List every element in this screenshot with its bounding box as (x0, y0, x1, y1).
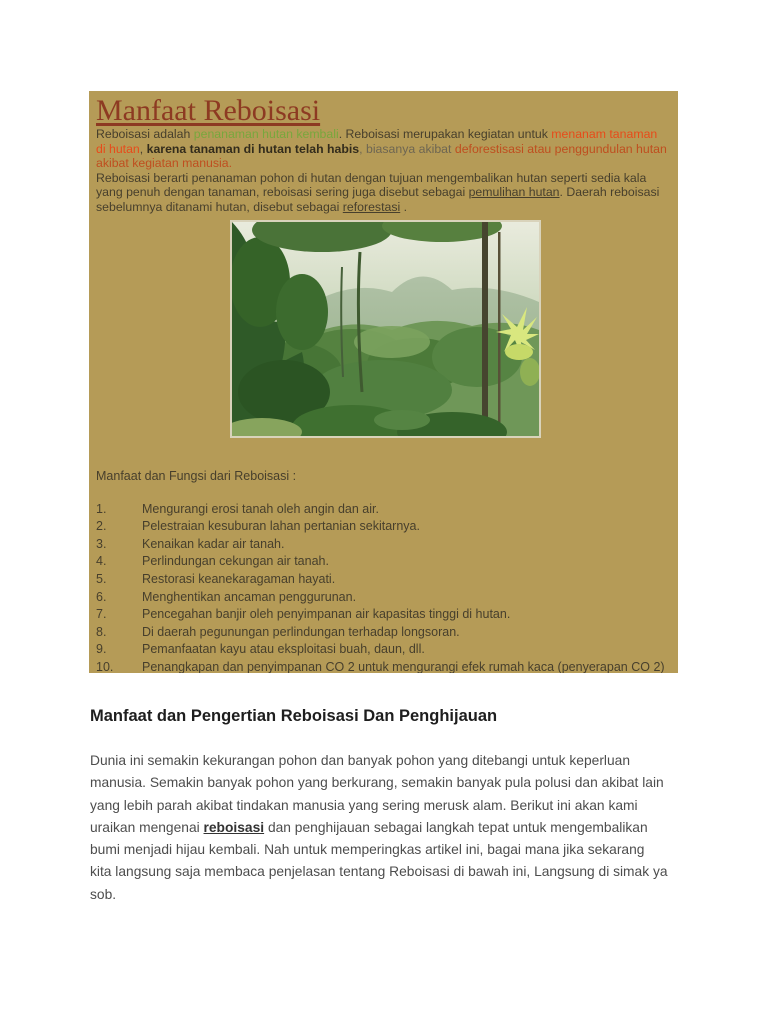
list-item (96, 536, 670, 554)
text-segment: karena tanaman di hutan telah habis (146, 141, 360, 156)
list-intro: Manfaat dan Fungsi dari Reboisasi : (96, 468, 297, 483)
benefit-list (96, 501, 670, 673)
list-item (96, 589, 670, 607)
list-item-number: 5. (96, 571, 107, 586)
list-item-text: Kenaikan kadar air tanah. (142, 536, 285, 551)
list-item-number: 6. (96, 589, 107, 604)
text-segment: menanam tanaman di hutan (96, 127, 658, 156)
list-item-text: Mengurangi erosi tanah oleh angin dan air. (142, 501, 379, 516)
text-segment: dan penghijauan sebagai langkah tepat untuk mengembalikan bumi menjadi hijau kembali. Nah untuk memperingkas artikel ini, bagai mana jika sekarang kita langsung saja membaca penjelasan tentang Reboisasi di bawah ini, Langsung di simak ya sob. (90, 819, 668, 902)
list-item-number: 1. (96, 501, 107, 516)
list-item (96, 501, 670, 519)
list-item (96, 606, 670, 624)
text-segment: reboisasi (203, 819, 265, 835)
list-item-number: 4. (96, 554, 107, 569)
text-segment: deforestisasi atau penggundulan hutan akibat kegiatan manusia. (96, 141, 667, 171)
text-segment: . Reboisasi merupakan kegiatan untuk (338, 127, 552, 141)
text-segment: , (139, 141, 147, 156)
text-segment: penanaman hutan kembali (193, 127, 339, 141)
list-item-number: 9. (96, 642, 107, 657)
text-segment: . (400, 199, 408, 214)
intro-paragraph-1 (96, 127, 670, 171)
list-item-text: Pelestraian kesuburan lahan pertanian sekitarnya. (142, 519, 420, 534)
text-segment: pemulihan hutan (468, 185, 560, 200)
list-item-number: 8. (96, 624, 107, 639)
article-box (89, 91, 678, 673)
forest-photo-graphic (232, 222, 539, 436)
text-segment: Dunia ini semakin kekurangan pohon dan banyak pohon yang ditebangi untuk keperluan manusia. Semakin banyak pohon yang berkurang, semakin banyak pula polusi dan akibat lain yang lebih parah akibat tindakan manusia yang sering merusk alam. Berikut ini akan kami uraikan mengenai (90, 753, 664, 835)
text-segment: , biasanya akibat (359, 141, 455, 156)
list-item-number: 10. (96, 659, 114, 673)
list-item (96, 518, 670, 536)
list-item (96, 571, 670, 589)
list-item-text: Penangkapan dan penyimpanan CO 2 untuk mengurangi efek rumah kaca (penyerapan CO 2) (142, 659, 665, 673)
text-segment: reforestasi (342, 199, 401, 214)
list-item (96, 641, 670, 659)
article-title: Manfaat Reboisasi (96, 94, 321, 127)
text-segment: Reboisasi adalah (96, 127, 194, 141)
list-item (96, 659, 670, 673)
list-item-text: Restorasi keanekaragaman hayati. (142, 571, 336, 586)
text-segment: Reboisasi berarti penanaman pohon di hutan dengan tujuan mengembalikan hutan seperti sedia kala yang penuh dengan tanaman, reboisasi sering juga disebut sebagai (96, 170, 647, 200)
section-paragraph (90, 750, 668, 906)
forest-photo (230, 220, 541, 438)
list-item-number: 3. (96, 536, 107, 551)
list-item-text: Pemanfaatan kayu atau eksploitasi buah, daun, dll. (142, 642, 425, 657)
section-heading: Manfaat dan Pengertian Reboisasi Dan Penghijauan (90, 707, 498, 725)
list-item (96, 553, 670, 571)
list-item-text: Pencegahan banjir oleh penyimpanan air kapasitas tinggi di hutan. (142, 607, 511, 622)
list-item-text: Di daerah pegunungan perlindungan terhadap longsoran. (142, 624, 460, 639)
intro-paragraph-2 (96, 171, 670, 215)
list-item-number: 2. (96, 519, 107, 534)
list-item-text: Menghentikan ancaman penggurunan. (142, 589, 357, 604)
text-segment: . Daerah reboisasi sebelumnya ditanami hutan, disebut sebagai (96, 185, 660, 214)
list-item-text: Perlindungan cekungan air tanah. (142, 554, 329, 569)
list-item-number: 7. (96, 607, 107, 622)
section-penghijauan (90, 706, 668, 906)
list-item (96, 624, 670, 642)
